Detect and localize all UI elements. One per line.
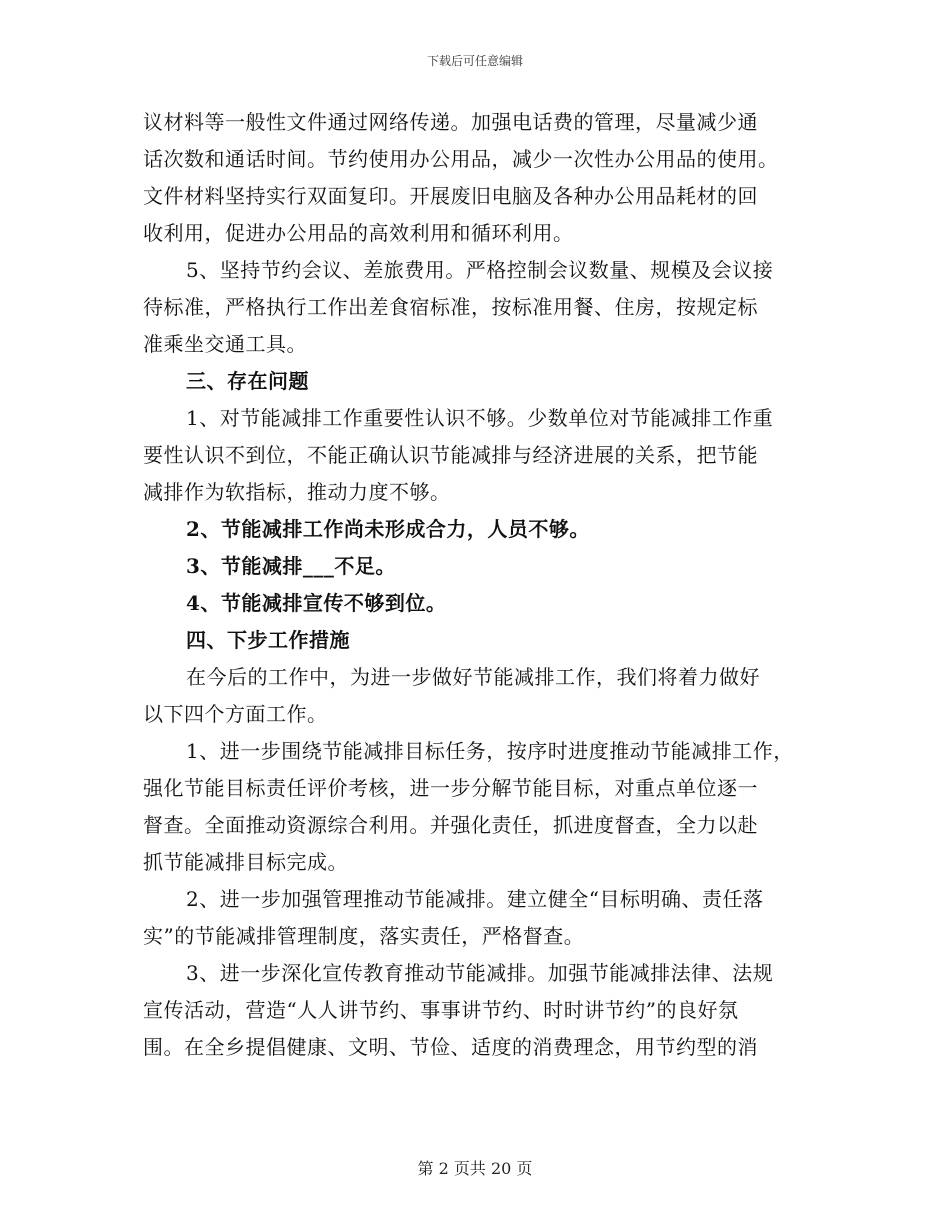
text-line: 议材料等一般性文件通过网络传递。加强电话费的管理，尽量减少通 (143, 110, 758, 134)
text-line: 待标准，严格执行工作出差食宿标准，按标准用餐、住房，按规定标 (143, 295, 758, 319)
text-line: 1、进一步围绕节能减排目标任务，按序时进度推动节能减排工作， (186, 739, 794, 763)
text-line: 2、进一步加强管理推动节能减排。建立健全“目标明确、责任落 (186, 887, 764, 911)
document-body (143, 104, 823, 1066)
text-line: 抓节能减排目标完成。 (143, 850, 348, 874)
section-heading-line: 2、节能减排工作尚未形成合力，人员不够。 (186, 517, 590, 541)
text-line: 5、坚持节约会议、差旅费用。严格控制会议数量、规模及会议接 (186, 258, 774, 282)
text-line: 1、对节能减排工作重要性认识不够。少数单位对节能减排工作重 (186, 406, 774, 430)
text-line: 准乘坐交通工具。 (143, 332, 307, 356)
section-heading-line: 4、节能减排宣传不够到位。 (186, 591, 447, 615)
text-line: 强化节能目标责任评价考核，进一步分解节能目标，对重点单位逐一 (143, 776, 758, 800)
text-line: 收利用，促进办公用品的高效利用和循环利用。 (143, 221, 574, 245)
text-line: 减排作为软指标，推动力度不够。 (143, 480, 451, 504)
section-heading-line: 四、下步工作措施 (186, 628, 350, 652)
text-line: 宣传活动，营造“人人讲节约、事事讲节约、时时讲节约”的良好氛 (143, 998, 739, 1022)
text-line: 话次数和通话时间。节约使用办公用品，减少一次性办公用品的使用。 (143, 147, 779, 171)
text-line: 督查。全面推动资源综合利用。并强化责任，抓进度督查，全力以赴 (143, 813, 758, 837)
text-line: 以下四个方面工作。 (143, 702, 328, 726)
text-line: 要性认识不到位，不能正确认识节能减排与经济进展的关系，把节能 (143, 443, 758, 467)
page-header: 下载后可任意编辑 (426, 54, 523, 68)
text-line: 文件材料坚持实行双面复印。开展废旧电脑及各种办公用品耗材的回 (143, 184, 758, 208)
text-line: 3、进一步深化宣传教育推动节能减排。加强节能减排法律、法规 (186, 961, 774, 985)
section-heading-line: 3、节能减排___不足。 (186, 554, 396, 578)
section-heading-line: 三、存在问题 (186, 369, 309, 393)
text-line: 在今后的工作中，为进一步做好节能减排工作，我们将着力做好 (186, 665, 760, 689)
text-line: 实”的节能减排管理制度，落实责任，严格督查。 (143, 924, 585, 948)
page-footer: 第 2 页共 20 页 (417, 1159, 533, 1178)
text-line: 围。在全乡提倡健康、文明、节俭、适度的消费理念，用节约型的消 (143, 1035, 758, 1059)
